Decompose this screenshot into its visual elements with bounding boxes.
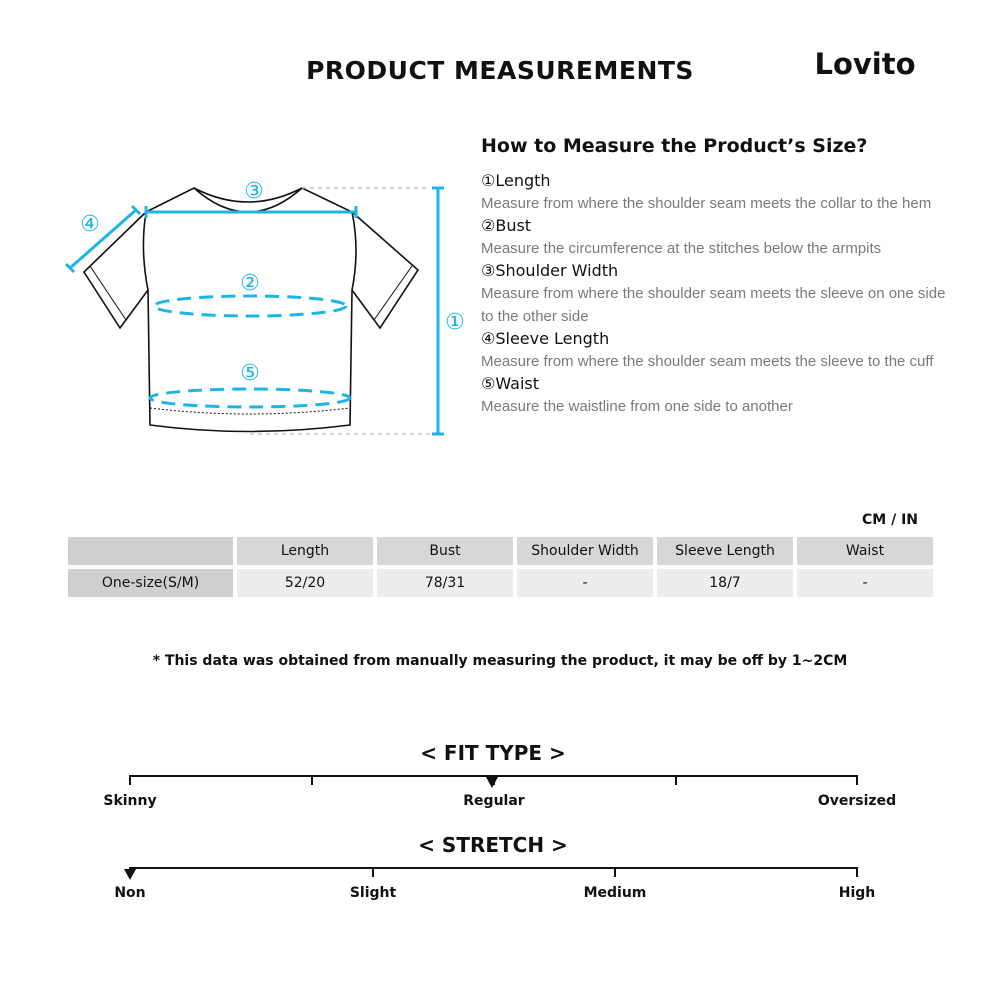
fit-type-tick [856,775,858,785]
measurement-instructions [481,170,951,418]
table-header-cell: Length [237,537,373,565]
stretch-tick [614,867,616,877]
stretch-selected-marker [124,869,136,880]
fit-type-tick [129,775,131,785]
instruction-description: Measure from where the shoulder seam meets the sleeve to the cuff [481,353,934,370]
table-cell: 78/31 [377,569,513,597]
marker-shoulder: ③ [244,179,264,204]
howto-title: How to Measure the Product’s Size? [481,135,868,157]
instruction-heading: ①Length [481,171,551,190]
stretch-label-medium: Medium [583,885,647,901]
tshirt-outline [84,188,418,432]
table-cell: - [517,569,653,597]
fit-type-label-oversized: Oversized [817,793,897,809]
marker-bust: ② [240,271,260,296]
fit-type-tick [675,775,677,785]
marker-length: ① [445,310,465,335]
brand-logo: Lovito [814,47,916,81]
table-cell: - [797,569,933,597]
instruction-bust [481,215,951,260]
instruction-description: Measure the circumference at the stitches below the armpits [481,240,882,257]
instruction-heading: ④Sleeve Length [481,329,610,348]
table-header-cell: Bust [377,537,513,565]
fit-type-label-skinny: Skinny [103,793,157,809]
table-header-cell: Shoulder Width [517,537,653,565]
instruction-heading: ②Bust [481,216,532,235]
marker-waist: ⑤ [240,361,260,386]
fit-type-title: < FIT TYPE > [420,741,566,765]
table-row [68,569,934,597]
instruction-sleeve-length [481,328,951,373]
stretch-title: < STRETCH > [418,833,568,857]
table-header-cell: Waist [797,537,933,565]
table-cell: One-size(S/M) [68,569,233,597]
instruction-heading: ⑤Waist [481,374,539,393]
instruction-waist [481,373,951,418]
stretch-label-non: Non [114,885,146,901]
fit-type-label-regular: Regular [463,793,525,809]
fit-type-tick [311,775,313,785]
table-cell: 18/7 [657,569,793,597]
tshirt-measurement-diagram [60,165,465,455]
table-cell: 52/20 [237,569,373,597]
marker-sleeve: ④ [80,212,100,237]
table-header-row [68,537,934,565]
table-header-cell [68,537,233,565]
instruction-description: Measure the waistline from one side to another [481,398,793,415]
size-table [68,537,934,601]
measurement-note: * This data was obtained from manually measuring the product, it may be off by 1~2CM [152,653,848,669]
measure-guides [66,188,444,434]
stretch-tick [856,867,858,877]
unit-label: CM / IN [862,512,918,528]
instruction-description: Measure from where the shoulder seam meets the sleeve on one side to the other side [481,285,946,325]
instruction-description: Measure from where the shoulder seam meets the collar to the hem [481,195,932,212]
instruction-length [481,170,951,215]
stretch-scale-line [130,867,858,869]
instruction-shoulder-width [481,260,951,328]
stretch-label-slight: Slight [349,885,397,901]
page-title: PRODUCT MEASUREMENTS [306,56,694,85]
stretch-tick [372,867,374,877]
instruction-heading: ③Shoulder Width [481,261,619,280]
table-header-cell: Sleeve Length [657,537,793,565]
stretch-label-high: High [838,885,876,901]
fit-type-selected-marker [486,777,498,788]
